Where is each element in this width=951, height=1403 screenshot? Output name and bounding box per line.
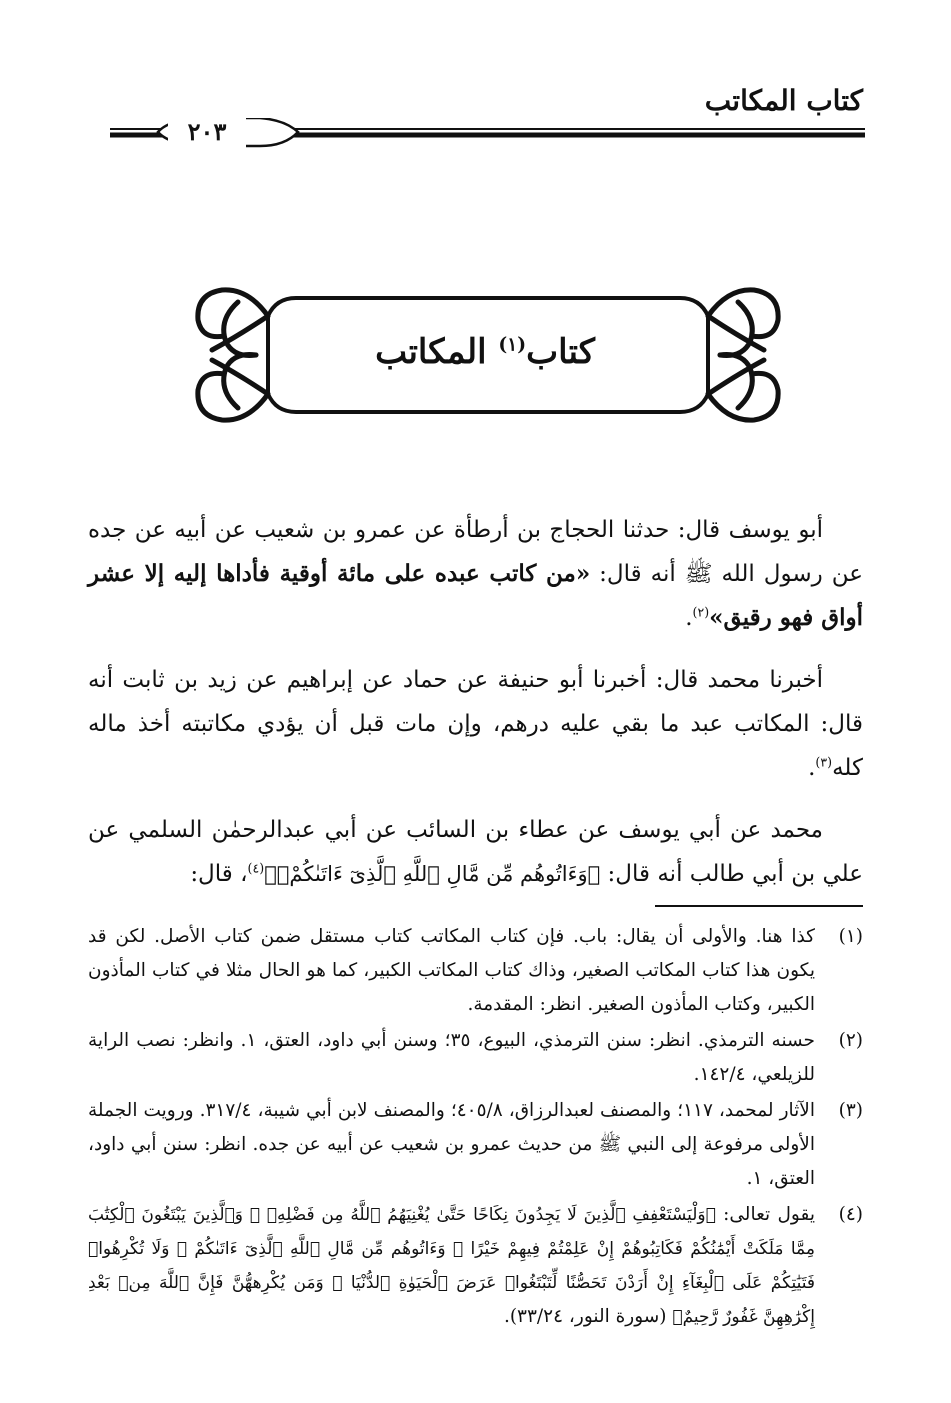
footnotes xyxy=(88,920,863,1336)
paragraph xyxy=(88,508,863,640)
footnote-separator xyxy=(655,905,863,907)
footnote xyxy=(88,1094,863,1196)
sentence-end: ، قال: xyxy=(190,861,248,887)
footnote-number: (٢) xyxy=(838,1030,863,1051)
hadith-text: «من كاتب عبده على مائة أوقية فأداها إليه إلا عشر أواق فهو رقيق» xyxy=(88,560,863,631)
footnote-ref: (٢) xyxy=(692,604,710,620)
quran-verse: ﴿وَلْيَسْتَعْفِفِ ٱلَّذِينَ لَا يَجِدُونَ نِكَاحًا حَتَّىٰ يُغْنِيَهُمُ ٱللَّهُ مِن فَضْلِهِۦ ۗ وَٱلَّذِينَ يَبْتَغُونَ ٱلْكِتَٰبَ مِمَّا مَلَكَتْ أَيْمَٰنُكُمْ فَكَاتِبُوهُمْ إِنْ عَلِمْتُمْ فِيهِمْ خَيْرًا ۖ وَءَاتُوهُم مِّن مَّالِ ٱللَّهِ ٱلَّذِىٓ ءَاتَىٰكُمْ ۚ وَلَا تُكْرِهُوا۟ فَتَيَٰتِكُمْ عَلَى ٱلْبِغَآءِ إِنْ أَرَدْنَ تَحَصُّنًا لِّتَبْتَغُوا۟ عَرَضَ ٱلْحَيَوٰةِ ٱلدُّنْيَا ۚ وَمَن يُكْرِههُّنَّ فَإِنَّ ٱللَّهَ مِنۢ بَعْدِ إِكْرَٰهِهِنَّ غَفُورٌ رَّحِيمٌ﴾ xyxy=(88,1205,815,1327)
footnote-ref: (٤) xyxy=(247,860,265,876)
paragraph xyxy=(88,808,863,896)
isnad-text: أبو يوسف قال: حدثنا الحجاج بن أرطأة عن عمرو بن شعيب عن أبيه عن جده عن رسول الله ﷺ أنه قال: xyxy=(88,517,863,587)
footnote-text: كذا هنا. والأولى أن يقال: باب. فإن كتاب المكاتب كتاب مستقل ضمن كتاب الأصل. لكن قد يكون هذا كتاب المكاتب الصغير، وذاك كتاب المكاتب الكبير، كما هو الحال مثلا في كتاب المأذون الكبير، وكتاب المأذون الصغير. انظر: المقدمة. xyxy=(88,926,815,1015)
sentence-end: . xyxy=(808,755,816,781)
footnote-citation: (سورة النور، ٣٣/٢٤). xyxy=(503,1306,673,1327)
footnote-ref: (٣) xyxy=(815,754,833,770)
footnote xyxy=(88,1198,863,1334)
narration-text: أخبرنا محمد قال: أخبرنا أبو حنيفة عن حماد عن إبراهيم عن زيد بن ثابت أنه قال: المكاتب عبد ما بقي عليه درهم، وإن مات قبل أن يؤدي مكاتبته أخذ ماله كله xyxy=(88,667,863,781)
sentence-end: . xyxy=(685,605,693,631)
running-title: كتاب المكاتب xyxy=(704,84,863,117)
page-number: ٢٠٣ xyxy=(168,116,246,148)
footnote-text: الآثار لمحمد، ١١٧؛ والمصنف لعبدالرزاق، ٤٠٥/٨؛ والمصنف لابن أبي شيبة، ٣١٧/٤. ورويت الجملة الأولى مرفوعة إلى النبي ﷺ من حديث عمرو بن شعيب عن أبيه عن جده. انظر: سنن أبي داود، العتق، ١. xyxy=(88,1100,815,1189)
footnote-ref: (١) xyxy=(498,333,527,356)
footnote xyxy=(88,1024,863,1092)
footnote-intro: يقول تعالى: xyxy=(715,1204,815,1225)
footnote-number: (١) xyxy=(838,926,863,947)
footnote xyxy=(88,920,863,1022)
chapter-title-word: كتاب xyxy=(526,332,595,372)
footnote-number: (٣) xyxy=(838,1100,863,1121)
paragraph xyxy=(88,658,863,790)
footnote-text: حسنه الترمذي. انظر: سنن الترمذي، البيوع، ٣٥؛ وسنن أبي داود، العتق، ١. وانظر: نصب الراية للزيلعي، ١٤٢/٤. xyxy=(88,1030,815,1085)
footnote-number: (٤) xyxy=(838,1204,863,1225)
body-text xyxy=(88,508,863,914)
quran-verse: ﴿وَءَاتُوهُم مِّن مَّالِ ٱللَّهِ ٱلَّذِىٓ ءَاتَىٰكُمْۚ﴾ xyxy=(264,862,601,886)
chapter-title-rest: المكاتب xyxy=(375,332,499,372)
isnad-text: محمد عن أبي يوسف عن عطاء بن السائب عن أبي عبدالرحمٰن السلمي عن علي بن أبي طالب أنه قال: xyxy=(88,817,863,887)
chapter-title xyxy=(270,332,700,372)
